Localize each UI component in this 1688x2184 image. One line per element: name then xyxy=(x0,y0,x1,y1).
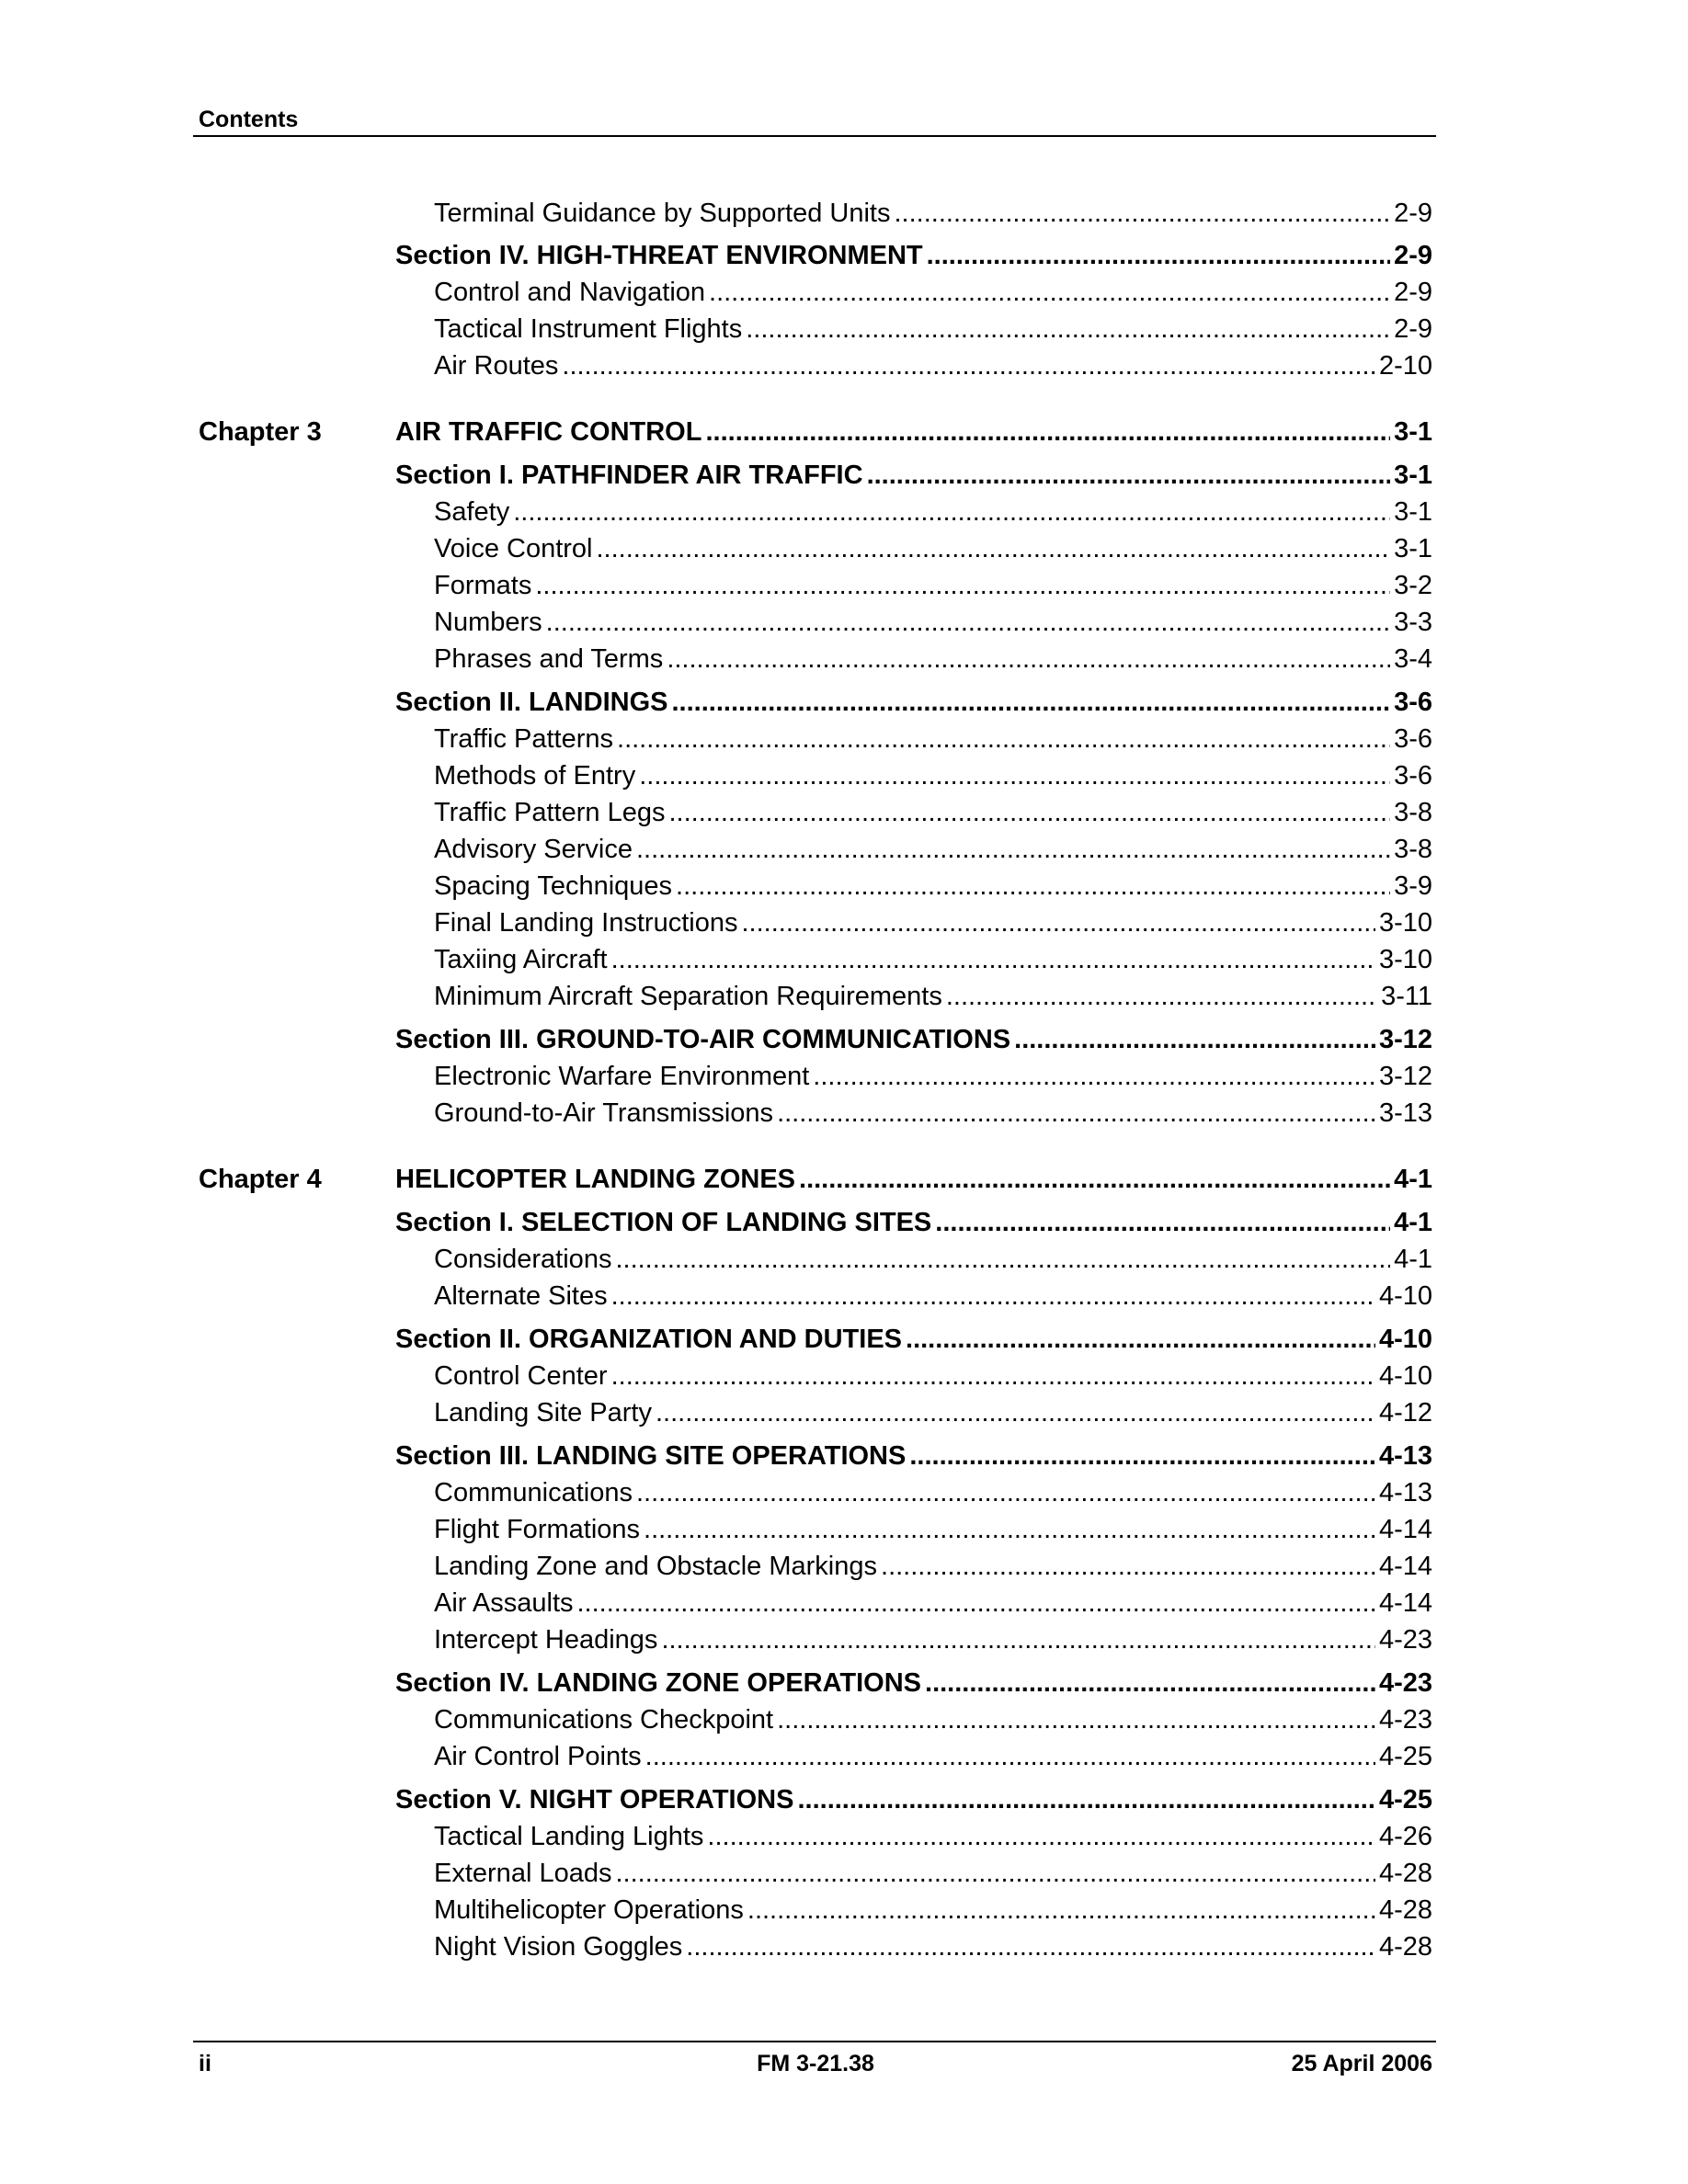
toc-entry-title: Tactical Instrument Flights xyxy=(434,314,743,344)
toc-page-number: 4-14 xyxy=(1378,1552,1432,1581)
toc-page-number: 3-10 xyxy=(1378,945,1432,974)
toc-entry-title: Taxiing Aircraft xyxy=(434,945,608,974)
toc-page-number: 3-10 xyxy=(1378,908,1432,938)
toc-entry-row[interactable] xyxy=(434,1892,1432,1928)
toc-section-title: Section IV. LANDING ZONE OPERATIONS xyxy=(395,1668,922,1698)
chapter-3-label: Chapter 3 xyxy=(199,417,322,447)
toc-entry-row[interactable] xyxy=(434,604,1432,641)
toc-entry-row[interactable] xyxy=(434,757,1432,794)
toc-entry-row[interactable] xyxy=(434,1585,1432,1621)
toc-page-number: 4-23 xyxy=(1378,1705,1432,1735)
toc-entry-row[interactable] xyxy=(434,641,1432,677)
toc-page-number: 3-1 xyxy=(1394,534,1432,563)
toc-entry-title: Spacing Techniques xyxy=(434,871,673,901)
dot-leader xyxy=(636,1474,1375,1511)
toc-entry-row[interactable] xyxy=(434,1058,1432,1095)
toc-entry-row[interactable] xyxy=(434,1855,1432,1892)
toc-page-number: 3-9 xyxy=(1394,871,1432,901)
toc-entry-title: Voice Control xyxy=(434,534,593,563)
toc-entry-row[interactable] xyxy=(434,721,1432,757)
toc-page-number: 3-1 xyxy=(1394,461,1432,490)
toc-section-row[interactable] xyxy=(395,1665,1432,1701)
toc-page-number: 3-6 xyxy=(1394,724,1432,754)
dot-leader xyxy=(709,274,1390,311)
toc-page-number: 4-13 xyxy=(1378,1478,1432,1507)
toc-page-number: 4-28 xyxy=(1378,1859,1432,1888)
toc-entry-title: Minimum Aircraft Separation Requirements xyxy=(434,982,942,1011)
toc-page-number: 3-12 xyxy=(1378,1025,1432,1054)
toc-page-number: 3-1 xyxy=(1394,497,1432,527)
toc-section-title: Section III. GROUND-TO-AIR COMMUNICATIONS xyxy=(395,1025,1011,1054)
dot-leader xyxy=(797,1781,1374,1818)
toc-entry-title: Numbers xyxy=(434,608,542,637)
dot-leader xyxy=(597,530,1391,567)
toc-page-number: 3-13 xyxy=(1378,1098,1432,1128)
dot-leader xyxy=(611,1278,1375,1314)
dot-leader xyxy=(656,1394,1375,1431)
toc-entry-title: Multihelicopter Operations xyxy=(434,1895,744,1925)
toc-entry-title: Tactical Landing Lights xyxy=(434,1822,704,1851)
toc-entry-title: Traffic Patterns xyxy=(434,724,614,754)
toc-page-number: 3-4 xyxy=(1394,644,1432,674)
toc-page-number: 3-6 xyxy=(1394,761,1432,791)
page-footer xyxy=(199,2048,1432,2079)
page-header-title: Contents xyxy=(199,107,299,132)
toc-page-number: 3-1 xyxy=(1394,417,1432,447)
toc-entry-title: Communications Checkpoint xyxy=(434,1705,774,1735)
toc-page-number: 4-23 xyxy=(1378,1625,1432,1655)
toc-entry-row[interactable] xyxy=(434,530,1432,567)
dot-leader xyxy=(777,1095,1375,1132)
toc-page-number: 2-9 xyxy=(1394,199,1432,228)
toc-entry-title: Electronic Warfare Environment xyxy=(434,1062,810,1091)
toc-entry-title: Landing Zone and Obstacle Markings xyxy=(434,1552,878,1581)
dot-leader xyxy=(611,941,1375,978)
toc-entry-title: Alternate Sites xyxy=(434,1281,608,1311)
toc-section-title: Section II. ORGANIZATION AND DUTIES xyxy=(395,1325,903,1354)
header-divider xyxy=(193,135,1436,137)
toc-entry-title: Methods of Entry xyxy=(434,761,636,791)
toc-page-number: 4-13 xyxy=(1378,1441,1432,1471)
toc-entry-title: Night Vision Goggles xyxy=(434,1932,683,1962)
toc-page-number: 4-28 xyxy=(1378,1895,1432,1925)
toc-entry-title: Advisory Service xyxy=(434,835,633,864)
dot-leader xyxy=(546,604,1390,641)
dot-leader xyxy=(881,1548,1375,1585)
toc-page-number: 3-12 xyxy=(1378,1062,1432,1091)
toc-entry-row[interactable] xyxy=(434,978,1432,1015)
toc-entry-row[interactable] xyxy=(434,904,1432,941)
dot-leader xyxy=(661,1621,1375,1658)
toc-page-number: 4-28 xyxy=(1378,1932,1432,1962)
dot-leader xyxy=(927,237,1390,274)
toc-entry-title: Flight Formations xyxy=(434,1515,641,1544)
toc-page-number: 4-10 xyxy=(1378,1325,1432,1354)
dot-leader xyxy=(867,457,1391,494)
toc-section-row[interactable] xyxy=(395,237,1432,274)
toc-page-number: 4-1 xyxy=(1394,1245,1432,1274)
dot-leader xyxy=(611,1358,1375,1394)
dot-leader xyxy=(577,1585,1375,1621)
toc-entry-row[interactable] xyxy=(434,1278,1432,1314)
dot-leader xyxy=(925,1665,1375,1701)
footer-manual-id: FM 3-21.38 xyxy=(757,2051,874,2076)
toc-section-row[interactable] xyxy=(395,457,1432,494)
dot-leader xyxy=(535,567,1390,604)
dot-leader xyxy=(671,684,1390,721)
toc-entry-title: Control Center xyxy=(434,1361,608,1391)
toc-entry-row[interactable] xyxy=(434,1474,1432,1511)
toc-page-number: 2-10 xyxy=(1378,351,1432,381)
toc-page-number: 4-25 xyxy=(1378,1742,1432,1771)
toc-entry-row[interactable] xyxy=(434,1241,1432,1278)
toc-chapter-row[interactable] xyxy=(395,414,1432,450)
toc-entry-title: Phrases and Terms xyxy=(434,644,664,674)
toc-entry-row[interactable] xyxy=(434,347,1432,384)
toc-entry-row[interactable] xyxy=(434,1394,1432,1431)
dot-leader xyxy=(894,195,1390,232)
toc-entry-title: Air Routes xyxy=(434,351,559,381)
toc-section-title: Section IV. HIGH-THREAT ENVIRONMENT xyxy=(395,241,923,270)
toc-page-number: 3-2 xyxy=(1394,571,1432,600)
toc-section-row[interactable] xyxy=(395,1321,1432,1358)
toc-page-number: 3-6 xyxy=(1394,688,1432,717)
toc-page-number: 4-25 xyxy=(1378,1785,1432,1814)
toc-entry-title: Intercept Headings xyxy=(434,1625,658,1655)
toc-entry-row[interactable] xyxy=(434,1511,1432,1548)
toc-chapter-title: AIR TRAFFIC CONTROL xyxy=(395,417,702,447)
dot-leader xyxy=(686,1928,1375,1965)
toc-chapter-title: HELICOPTER LANDING ZONES xyxy=(395,1165,796,1194)
dot-leader xyxy=(946,978,1377,1015)
chapter-4-label: Chapter 4 xyxy=(199,1165,322,1194)
toc-entry-row[interactable] xyxy=(434,274,1432,311)
toc-section-title: Section V. NIGHT OPERATIONS xyxy=(395,1785,794,1814)
toc-section-title: Section I. SELECTION OF LANDING SITES xyxy=(395,1208,932,1237)
dot-leader xyxy=(645,1738,1375,1775)
dot-leader xyxy=(746,311,1390,347)
toc-page-number: 3-8 xyxy=(1394,835,1432,864)
toc-entry-title: Ground-to-Air Transmissions xyxy=(434,1098,774,1128)
toc-entry-title: Air Control Points xyxy=(434,1742,642,1771)
toc-section-title: Section III. LANDING SITE OPERATIONS xyxy=(395,1441,907,1471)
toc-entry-row[interactable] xyxy=(434,494,1432,530)
dot-leader xyxy=(1014,1021,1375,1058)
toc-entry-row[interactable] xyxy=(434,1095,1432,1132)
dot-leader xyxy=(668,794,1390,831)
toc-entry-title: Landing Site Party xyxy=(434,1398,652,1428)
dot-leader xyxy=(935,1204,1390,1241)
dot-leader xyxy=(705,414,1390,450)
dot-leader xyxy=(562,347,1375,384)
toc-entry-title: Considerations xyxy=(434,1245,612,1274)
toc-entry-title: External Loads xyxy=(434,1859,612,1888)
toc-page-number: 3-11 xyxy=(1381,982,1432,1011)
toc-entry-row[interactable] xyxy=(434,1548,1432,1585)
footer-divider xyxy=(193,2041,1436,2042)
toc-section-row[interactable] xyxy=(395,684,1432,721)
dot-leader xyxy=(644,1511,1375,1548)
toc-entry-row[interactable] xyxy=(434,831,1432,868)
toc-chapter-row[interactable] xyxy=(395,1161,1432,1198)
toc-section-row[interactable] xyxy=(395,1021,1432,1058)
dot-leader xyxy=(639,757,1390,794)
toc-entry-title: Traffic Pattern Legs xyxy=(434,798,666,827)
toc-entry-row[interactable] xyxy=(434,1621,1432,1658)
toc-entry-row[interactable] xyxy=(434,868,1432,904)
toc-entry-title: Air Assaults xyxy=(434,1588,574,1618)
toc-entry-row[interactable] xyxy=(434,1701,1432,1738)
dot-leader xyxy=(813,1058,1375,1095)
toc-entry-row[interactable] xyxy=(434,567,1432,604)
toc-entry-title: Formats xyxy=(434,571,532,600)
toc-section-row[interactable] xyxy=(395,1438,1432,1474)
toc-entry-title: Final Landing Instructions xyxy=(434,908,738,938)
toc-entry-row[interactable] xyxy=(434,195,1432,232)
toc-page-number: 4-1 xyxy=(1394,1165,1432,1194)
toc-entry-row[interactable] xyxy=(434,311,1432,347)
toc-entry-title: Control and Navigation xyxy=(434,278,706,307)
toc-page-number: 3-3 xyxy=(1394,608,1432,637)
dot-leader xyxy=(615,1241,1390,1278)
dot-leader xyxy=(909,1438,1375,1474)
toc-entry-title: Safety xyxy=(434,497,510,527)
toc-page-number: 4-1 xyxy=(1394,1208,1432,1237)
toc-page-number: 4-10 xyxy=(1378,1361,1432,1391)
toc-entry-row[interactable] xyxy=(434,1358,1432,1394)
dot-leader xyxy=(513,494,1390,530)
toc-entry-row[interactable] xyxy=(434,1818,1432,1855)
toc-section-title: Section I. PATHFINDER AIR TRAFFIC xyxy=(395,461,863,490)
dot-leader xyxy=(799,1161,1390,1198)
toc-page-number: 3-8 xyxy=(1394,798,1432,827)
dot-leader xyxy=(676,868,1390,904)
toc-section-title: Section II. LANDINGS xyxy=(395,688,668,717)
toc-entry-row[interactable] xyxy=(434,794,1432,831)
dot-leader xyxy=(707,1818,1375,1855)
toc-page-number: 4-23 xyxy=(1378,1668,1432,1698)
toc-page-number: 4-14 xyxy=(1378,1588,1432,1618)
dot-leader xyxy=(667,641,1390,677)
dot-leader xyxy=(906,1321,1375,1358)
toc-entry-row[interactable] xyxy=(434,941,1432,978)
toc-entry-row[interactable] xyxy=(434,1928,1432,1965)
toc-page-number: 2-9 xyxy=(1394,278,1432,307)
footer-date: 25 April 2006 xyxy=(1291,2051,1432,2076)
toc-section-row[interactable] xyxy=(395,1781,1432,1818)
toc-page-number: 2-9 xyxy=(1394,314,1432,344)
dot-leader xyxy=(741,904,1374,941)
dot-leader xyxy=(747,1892,1375,1928)
toc-page-number: 4-14 xyxy=(1378,1515,1432,1544)
toc-section-row[interactable] xyxy=(395,1204,1432,1241)
toc-page-number: 4-26 xyxy=(1378,1822,1432,1851)
footer-page-number: ii xyxy=(199,2051,211,2076)
toc-entry-row[interactable] xyxy=(434,1738,1432,1775)
toc-entry-title: Communications xyxy=(434,1478,633,1507)
toc-page-number: 4-10 xyxy=(1378,1281,1432,1311)
dot-leader xyxy=(636,831,1390,868)
toc-page-number: 2-9 xyxy=(1394,241,1432,270)
dot-leader xyxy=(777,1701,1375,1738)
dot-leader xyxy=(617,721,1390,757)
toc-page-number: 4-12 xyxy=(1378,1398,1432,1428)
dot-leader xyxy=(615,1855,1374,1892)
toc-entry-title: Terminal Guidance by Supported Units xyxy=(434,199,891,228)
